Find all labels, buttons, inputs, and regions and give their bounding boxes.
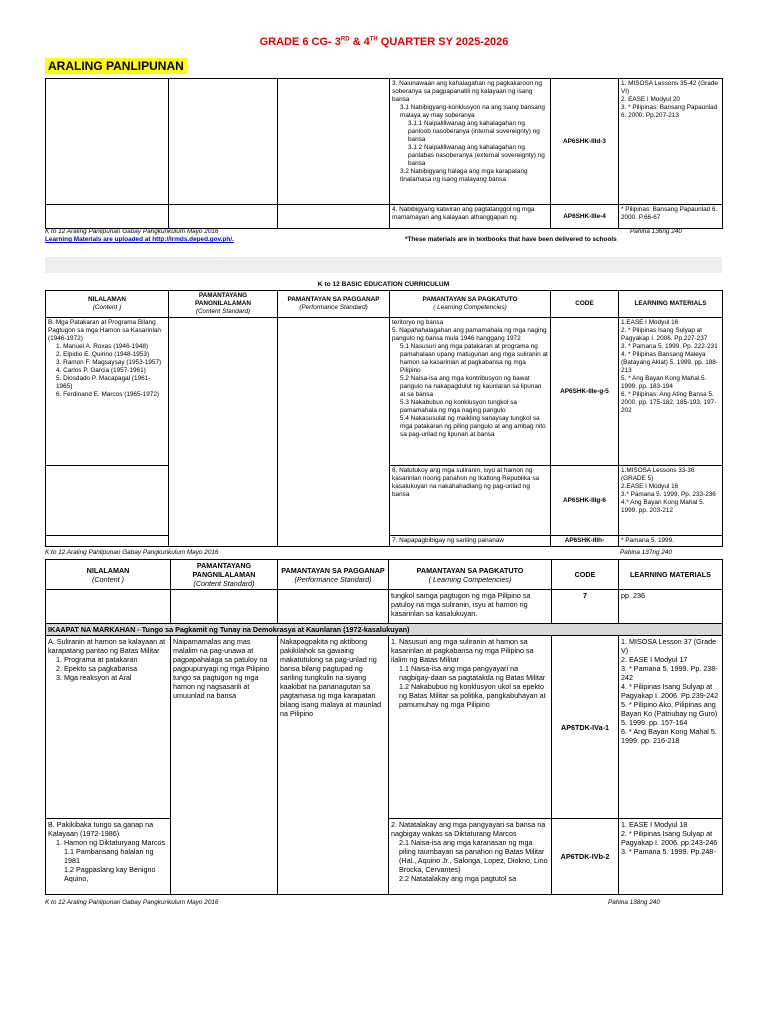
empty-cell [169,318,278,547]
content-standard: Naipamamalas ang mas malalim na pag-unawa at pagpapahalaga sa patuloy na pagpupunyagi ng mga Pilipino tungo sa pagtugon ng mga hamon ng nagsasarili at umuunlad na bansa [171,636,278,895]
empty-cell [46,466,169,536]
materials-cell: 1. MISOSA Lesson 37 (Grade V) 2. EASE I Modyul 17 3. * Pamana 5. 1999. Pp. 238-242 4. * Pilipinas Isang Sulyap at Pagyakap I. 2006. Pp.239-242 5. * Pilipino Ako, Pilipinas ang Bayan Ko (Patnubay ng Guro) 5. 1999. pp. 157-164 6. * Ang Bayan Kong Mahal 5. 1999. pp. 216-218 [619,636,723,819]
materials-cell: * Pilipinas: Bansang Papaunlad 6. 2000. P.66-67 [619,205,723,229]
page2-table [45,290,723,547]
page2-page-label: Pahina 137ng 240 [620,549,672,556]
empty-cell [169,79,278,205]
header-pagganap: PAMANTAYAN SA PAGGANAP (Performance Standard) [278,291,390,318]
empty-cell [278,205,390,229]
page3-footer: K to 12 Araling Panlipunan Gabay Pangkurikulum Mayo 2016 [45,899,219,906]
code-cell: AP6SHK-IIIh- [551,536,619,547]
competency-3: 3. Naiunawaan ang kahalagahan ng pagkakaroon ng soberanya sa pagpapanatili ng kalayaan ng isang bansa 3.1 Nabibigyang-konklusyon na ang isang bansang malaya ay may soberanya 3.1.1 Naipaliliwanag ang kahalagahan ng panloob nasoberanya (internal sovereignty) ng bansa 3.1.2 Naipaliliwanag ang kahalagahan ng panlabas nasoberanya (external sovereignty) ng bansa 3.2 Nabibigyang halaga ang mga karapatang tinatamasa ng isang malayang bansa [390,79,551,205]
empty-cell [278,79,390,205]
materials-cell: * Pamana 5. 1999. [619,536,723,547]
competency-7: 7. Napapagbibigay ng sariling pananaw [390,536,551,547]
subject-label: ARALING PANLIPUNAN [45,58,187,74]
code-cell: AP6SHK-IIIe-g-5 [551,318,619,466]
code-cell: AP6TDK-IVb-2 [552,819,619,895]
page1-page-label: Pahina 136ng 240 [630,228,682,235]
lrmds-link[interactable]: Learning Materials are uploaded at http://lrmds.deped.gov.ph/. [45,236,234,243]
empty-cell [46,79,169,205]
page2-footer: K to 12 Araling Panlipunan Gabay Pangkurikulum Mayo 2016 [45,549,219,556]
header-pagganap: PAMANTAYAN SA PAGGANAP (Performance Standard) [278,560,389,590]
materials-cell: pp. 236 [619,590,723,624]
header-pamantayang: PAMANTAYANG PANGNILALAMAN (Content Standard) [169,291,278,318]
content-b: B. Pakikibaka tungo sa ganap na Kalayaan (1972-1986) 1. Hamon ng Diktaturyang Marcos 1.1 Pambansang halalan ng 1981 1.2 Pagpaslang kay Benigno Aquino, [46,819,171,895]
header-nilalaman: NILALAMAN (Content ) [46,291,169,318]
competency-4: 4. Nabibigyang katwiran ang pagtatanggol ng mga mamamayan ang kalayaan athanggapan ng [390,205,551,229]
empty-cell [46,205,169,229]
textbook-note: *These materials are in textbooks that have been delivered to schools [405,236,617,243]
empty-cell [46,590,171,624]
document-title: GRADE 6 CG- 3RD & 4TH QUARTER SY 2025-2026 [259,36,509,48]
code-cell: AP6TDK-IVa-1 [552,636,619,819]
header-code: CODE [551,291,619,318]
page1-table [45,78,723,229]
header-materials: LEARNING MATERIALS [619,291,723,318]
content-a: A. Suliranin at hamon sa kalayaan at karapatang pantao ng Batas Militar 1. Programa at patakaran 2. Epekto sa pagkabansa 3. Mga reaksyon at Aral [46,636,171,819]
competency-6: 6. Natutukoy ang mga suliranin, isyu at hamon ng kasarinlan noong panahon ng Ikatlong Republika sa kasalukuyan na nakahahadlang ng pag-unlad ng bansa [390,466,551,536]
header-code: CODE [552,560,619,590]
header-nilalaman: NILALAMAN (Content ) [46,560,171,590]
curriculum-band-title: K to 12 BASIC EDUCATION CURRICULUM [317,281,450,288]
header-materials: LEARNING MATERIALS [619,560,723,590]
competency-iv-1: 1. Nasusuri ang mga suliranin at hamon sa kasarinlan at pagkabansa ng mga Pilipino sa ilalim ng Batas Militar 1.1 Naisa-isa ang mga pangyayari na nagbigay-daan sa pagtatakda ng Batas Militar 1.2 Nakabubuo ng konklusyon ukol sa epekto ng Batas Militar sa politika, pangkabuhayan at pamumuhay ng mga Pilipino [389,636,552,819]
page-gap [45,257,722,273]
competency-5: teritoryo ng bansa 5. Napahahalagahan ang pamamahala ng mga naging pangulo ng bansa mula 1946 hanggang 1972 5.1 Nasusuri ang mga patakaran at programa ng pamahalaan upang matugunan ang mga suliranin at hamon sa kasarinlan at pagkabansa ng mga Pilipino 5.2 Naisa-isa ang mga kontribusyon ng bawat pangulo na nakapagdulot ng kaunlaran sa lipunan at sa bansa 5.3 Nakabubuo ng konklusyon tungkol sa pamamahala ng mga naging pangulo 5.4 Nakasusulat ng maikling sanaysay tungkol sa mga patakaran ng piling pangulo at ang ambag nito sa pag-unlad ng lipunan at bansa [390,318,551,466]
empty-cell [169,205,278,229]
materials-cell: 1.MISOSA Lessons 33-36 (GRADE 5) 2.EASE I Modyul 16 3.* Pamana 5. 1999. Pp. 233-236 4.* Ang Bayan Kong Mahal 5. 1999. pp. 203-212 [619,466,723,536]
page1-footer: K to 12 Araling Panlipunan Gabay Pangkurikulum Mayo 2016 [45,228,219,235]
competency-7-cont: tungkol samga pagtugon ng mga Pilipino sa patuloy na mga suliranin, isyu at hamon ng kasarinlan sa kasalukuyan. [389,590,552,624]
page3-table [45,559,723,895]
code-cell: AP6SHK-IIId-3 [551,79,619,205]
competency-iv-2: 2. Natatalakay ang mga pangyayari sa bansa na nagbigay wakas sa Diktaturang Marcos 2.1 Naisa-isa ang mga karanasan ng mga piling taumbayan sa panahon ng Batas Militar (Hal., Aquino Jr., Salonga, Lopez, Diokno, Lino Brocka, Cervantes) 2.2 Natatalakay ang mga pagtutol sa [389,819,552,895]
content-b: B. Mga Patakaran at Programa Bilang Pagtugon sa mga Hamon sa Kasarinlan (1946-1972) 1. Manuel A. Roxas (1946-1948) 2. Elpidio E. Quirino (1948-1953) 3. Ramon F. Magsaysay (1953-1957) 4. Carlos P. Garcia (1957-1961) 5. Diosdado P. Macapagal (1961-1965) 6. Ferdinand E. Marcos (1965-1972) [46,318,169,466]
header-pagkatuto: PAMANTAYAN SA PAGKATUTO ( Learning Competencies) [390,291,551,318]
quarter-heading: IKAAPAT NA MARKAHAN - Tungo sa Pagkamit ng Tunay na Demokrasya at Kaunlaran (1972-kasalukuyan) [46,624,723,636]
learning-materials-note [45,236,234,243]
empty-cell [46,536,169,547]
code-cell: AP6SHK-IIIe-4 [551,205,619,229]
page3-page-label: Pahina 138ng 240 [608,899,660,906]
materials-cell: 1.EASE I Modyul 16 2. * Pilipinas Isang Sulyap at Pagyakap I. 2006. Pp.227-237 3. * Pamana 5. 1999. Pp. 222-231 4. * Pilipinas Bansang Maleya (Batayang Aklat) 5. 1999. pp. 188-213 5. * Ang Bayan Kong Mahal 5. 1999. pp. 183-194 6. * Pilipinas: Ang Ating Bansa 5. 2000. pp. 175-182, 185-193, 197-202 [619,318,723,466]
header-pagkatuto: PAMANTAYAN SA PAGKATUTO ( Learning Competencies) [389,560,552,590]
performance-standard: Nakapagpakita ng aktibong pakikilahok sa gawaing makatutulong sa pag-unlad ng bansa bilang pagtupad ng sariling tungkulin na siyang kaakibat na pananagutan sa pagtamasa ng mga karapatan bilang isang malaya at maunlad na Pilipino [278,636,389,895]
empty-cell [278,318,390,547]
empty-cell [171,590,278,624]
code-cell: AP6SHK-IIIg-6 [551,466,619,536]
materials-cell: 1. EASE I Modyul 18 2. * Pilipinas Isang Sulyap at Pagyakap I. 2006. pp.243-246 3. * Pamana 5. 1999. Pp.248- [619,819,723,895]
materials-cell: 1. MISOSA Lessons 35-42 (Grade VI) 2. EASE I Modyul 20 3. * Pilipinas: Bansang Papaunlad 6. 2000. Pp.207-213 [619,79,723,205]
code-cell: 7 [552,590,619,624]
header-pamantayang: PAMANTAYANG PANGNILALAMAN (Content Standard) [171,560,278,590]
empty-cell [278,590,389,624]
